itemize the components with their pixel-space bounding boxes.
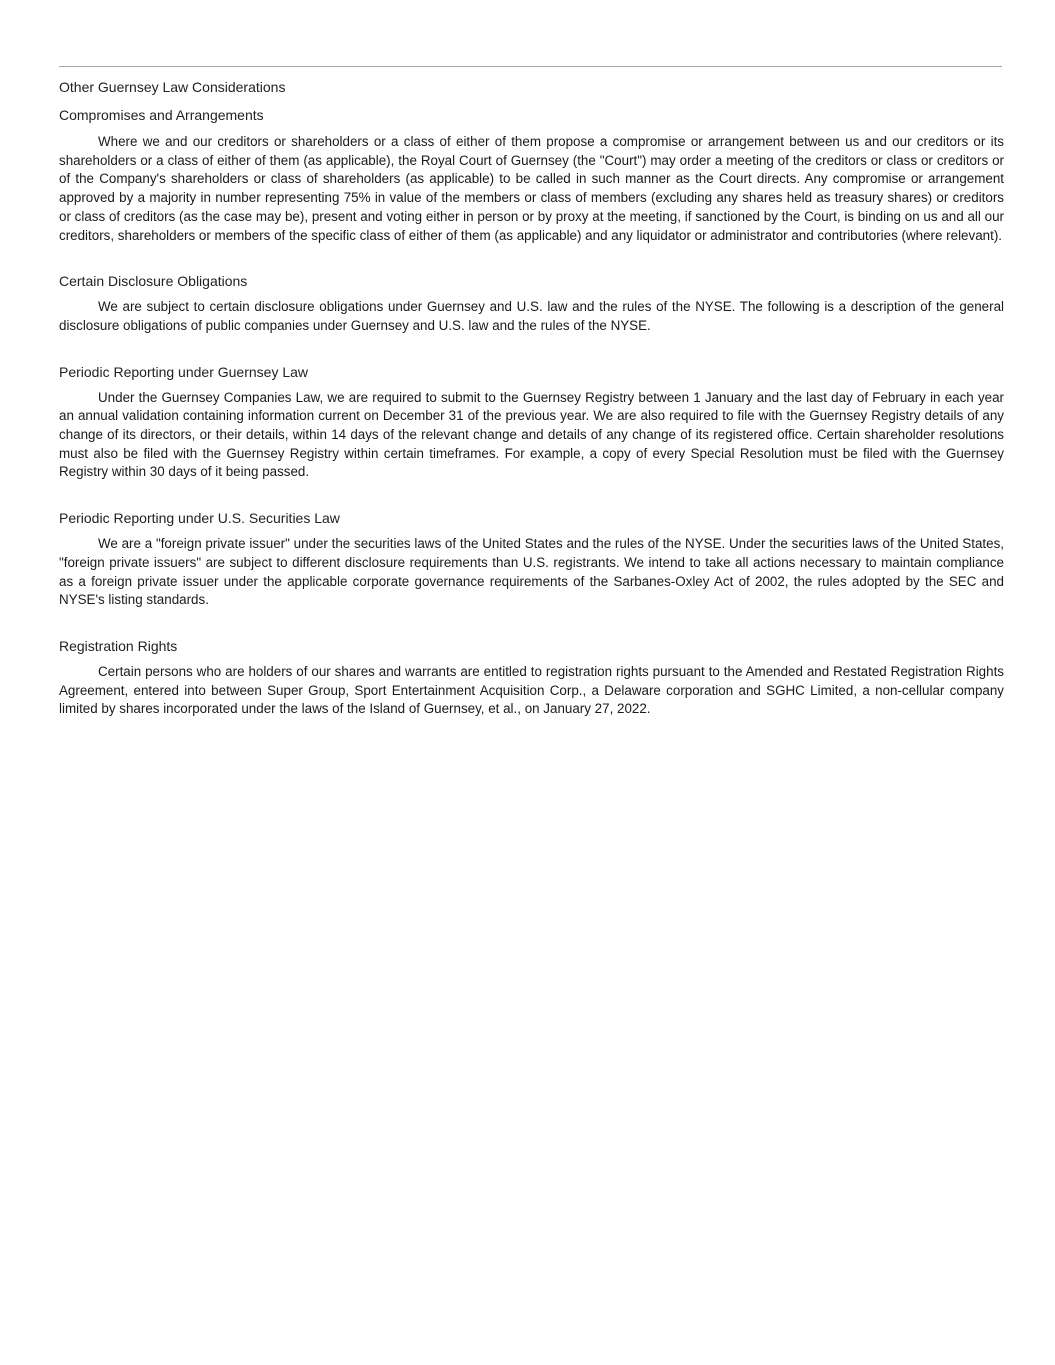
section-heading: Certain Disclosure Obligations: [59, 273, 248, 290]
document-body: [59, 77, 1004, 719]
section-heading: Periodic Reporting under U.S. Securities Law: [59, 510, 340, 527]
section-disclosure-obligations: [59, 271, 1004, 335]
main-heading: Other Guernsey Law Considerations: [59, 79, 286, 95]
section-paragraph: Under the Guernsey Companies Law, we are required to submit to the Guernsey Registry between 1 January and the last day of February in each year an annual validation containing information current on December 31 of the previous year. We are also required to file with the Guernsey Registry details of any change of its directors, or their details, within 14 days of the relevant change and details of any change of its registered office. Certain shareholder resolutions must also be filed with the Guernsey Registry within certain timeframes. For example, a copy of every Special Resolution must be filed with the Guernsey Registry within 30 days of it being passed.: [59, 389, 1004, 480]
section-guernsey-reporting: [59, 362, 1004, 483]
section-heading: Compromises and Arrangements: [59, 107, 264, 123]
section-paragraph: Where we and our creditors or shareholders or a class of either of them propose a compromise or arrangement between us and our creditors or its shareholders or a class of either of them (as applicable), the Royal Court of Guernsey (the "Court") may order a meeting of the creditors or class or creditors or of the Company's shareholders or class of shareholders (as applicable) to be called in such manner as the Court directs. Any compromise or arrangement approved by a majority in number representing 75% in value of the members or class of members (excluding any shares held as treasury shares) or creditors or class of creditors (as the case may be), present and voting either in person or by proxy at the meeting, if sanctioned by the Court, is binding on us and all our creditors, shareholders or members of the specific class of either of them (as applicable) and any liquidator or administrator and contributories (where relevant).: [59, 134, 1004, 243]
section-paragraph: We are subject to certain disclosure obligations under Guernsey and U.S. law and the rules of the NYSE. The following is a description of the general disclosure obligations of public companies under Guernsey and U.S. law and the rules of the NYSE.: [59, 299, 1004, 333]
header-divider: [59, 66, 1002, 67]
section-registration-rights: [59, 636, 1004, 719]
section-heading: Registration Rights: [59, 637, 178, 654]
section-paragraph: Certain persons who are holders of our shares and warrants are entitled to registration rights pursuant to the Amended and Restated Registration Rights Agreement, entered into between Super Group, Sport Entertainment Acquisition Corp., a Delaware corporation and SGHC Limited, a non-cellular company limited by shares incorporated under the laws of the Island of Guernsey, et al., on January 27, 2022.: [59, 663, 1004, 717]
section-compromises: [59, 105, 1004, 245]
section-heading: Periodic Reporting under Guernsey Law: [59, 363, 309, 380]
section-us-reporting: [59, 508, 1004, 610]
section-paragraph: We are a "foreign private issuer" under the securities laws of the United States and the rules of the NYSE. Under the securities laws of the United States, "foreign private issuers" are subject to different disclosure requirements than U.S. registrants. We intend to take all actions necessary to maintain compliance as a foreign private issuer under the applicable corporate governance requirements of the Sarbanes-Oxley Act of 2002, the rules adopted by the SEC and NYSE's listing standards.: [59, 536, 1004, 608]
